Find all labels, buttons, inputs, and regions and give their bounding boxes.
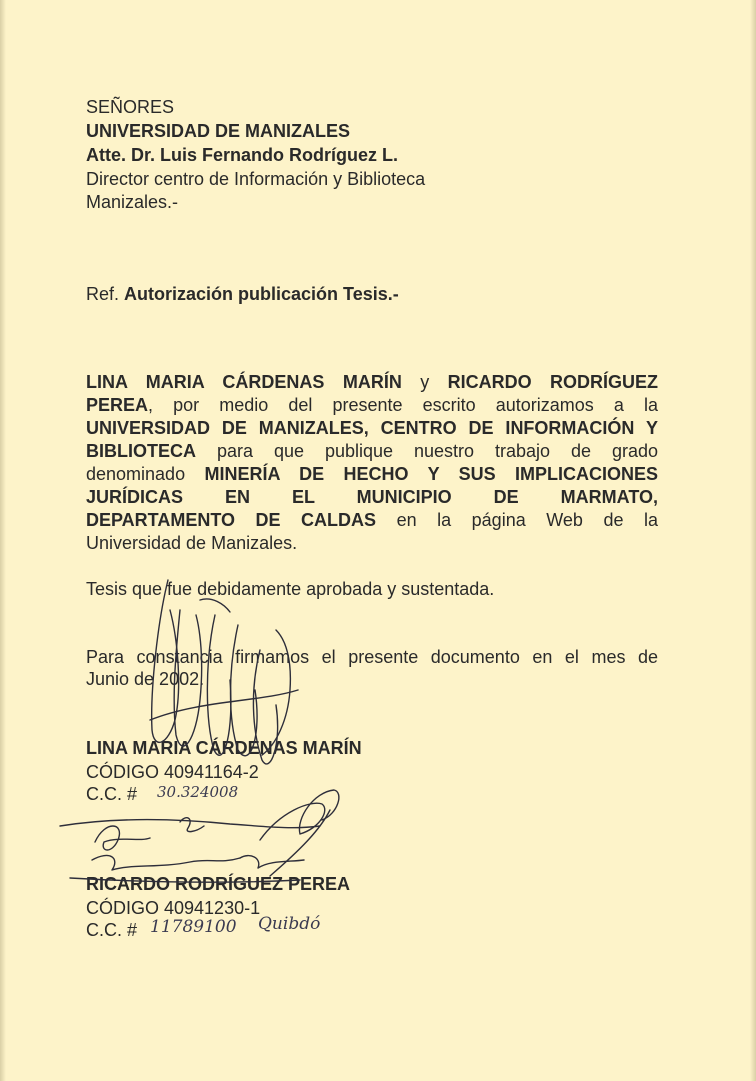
body-author-1: LINA MARIA CÁRDENAS MARÍN bbox=[86, 372, 402, 392]
body-line-1 bbox=[86, 371, 658, 394]
recipient-city: Manizales.- bbox=[86, 192, 179, 212]
salutation: SEÑORES bbox=[86, 97, 175, 117]
signer2-name: RICARDO RODRÍGUEZ PEREA bbox=[86, 874, 351, 894]
body-author-2b: PEREA bbox=[86, 395, 149, 415]
approval-statement: Tesis que fue debidamente aprobada y sustentada. bbox=[86, 579, 495, 599]
paper-edge-left bbox=[0, 0, 6, 1081]
body-text-5: denominado bbox=[86, 464, 205, 484]
signer2-code: CÓDIGO 40941230-1 bbox=[86, 898, 261, 918]
body-line-5 bbox=[86, 463, 658, 486]
recipient-position: Director centro de Información y Biblioteca bbox=[86, 169, 426, 189]
signer1-cc-handwritten: 30.324008 bbox=[157, 783, 239, 801]
body-author-2a: RICARDO RODRÍGUEZ bbox=[447, 372, 658, 392]
recipient-institution: UNIVERSIDAD DE MANIZALES bbox=[86, 121, 351, 141]
signer2-cc-label: C.C. # bbox=[86, 920, 138, 940]
body-biblioteca: BIBLIOTECA bbox=[86, 441, 196, 461]
body-line-8: Universidad de Manizales. bbox=[86, 533, 298, 553]
body-text-4: para que publique nuestro trabajo de grado bbox=[196, 441, 658, 461]
closing-line-2: Junio de 2002. bbox=[86, 669, 205, 689]
body-line-4 bbox=[86, 440, 658, 463]
signer2-cc-handwritten: 11789100 bbox=[150, 917, 237, 937]
paper-edge-right bbox=[750, 0, 756, 1081]
reference-subject: Autorización publicación Tesis.- bbox=[124, 284, 399, 304]
body-line-3: UNIVERSIDAD DE MANIZALES, CENTRO DE INFORMACIÓN Y bbox=[86, 418, 658, 438]
signer1-cc-label: C.C. # bbox=[86, 784, 138, 804]
closing-line-1: Para constancia firmamos el presente documento en el mes de bbox=[86, 647, 658, 667]
body-thesis-title-c: DEPARTAMENTO DE CALDAS bbox=[86, 510, 377, 530]
body-line-6: JURÍDICAS EN EL MUNICIPIO DE MARMATO, bbox=[86, 487, 658, 507]
body-line-7 bbox=[86, 509, 658, 532]
body-conjunction: y bbox=[401, 372, 448, 392]
body-line-2 bbox=[86, 394, 658, 417]
reference-line bbox=[86, 283, 399, 305]
recipient-attention: Atte. Dr. Luis Fernando Rodríguez L. bbox=[86, 145, 399, 165]
signer1-name: LINA MARIA CÁRDENAS MARÍN bbox=[86, 738, 362, 758]
body-text-2: , por medio del presente escrito autorizamos a la bbox=[148, 395, 658, 415]
signer1-code: CÓDIGO 40941164-2 bbox=[86, 762, 259, 782]
reference-prefix: Ref. bbox=[86, 284, 120, 304]
body-text-7: en la página Web de la bbox=[376, 510, 658, 530]
signer2-cc-place: Quibdó bbox=[258, 914, 321, 934]
body-thesis-title-a: MINERÍA DE HECHO Y SUS IMPLICACIONES bbox=[204, 464, 658, 484]
